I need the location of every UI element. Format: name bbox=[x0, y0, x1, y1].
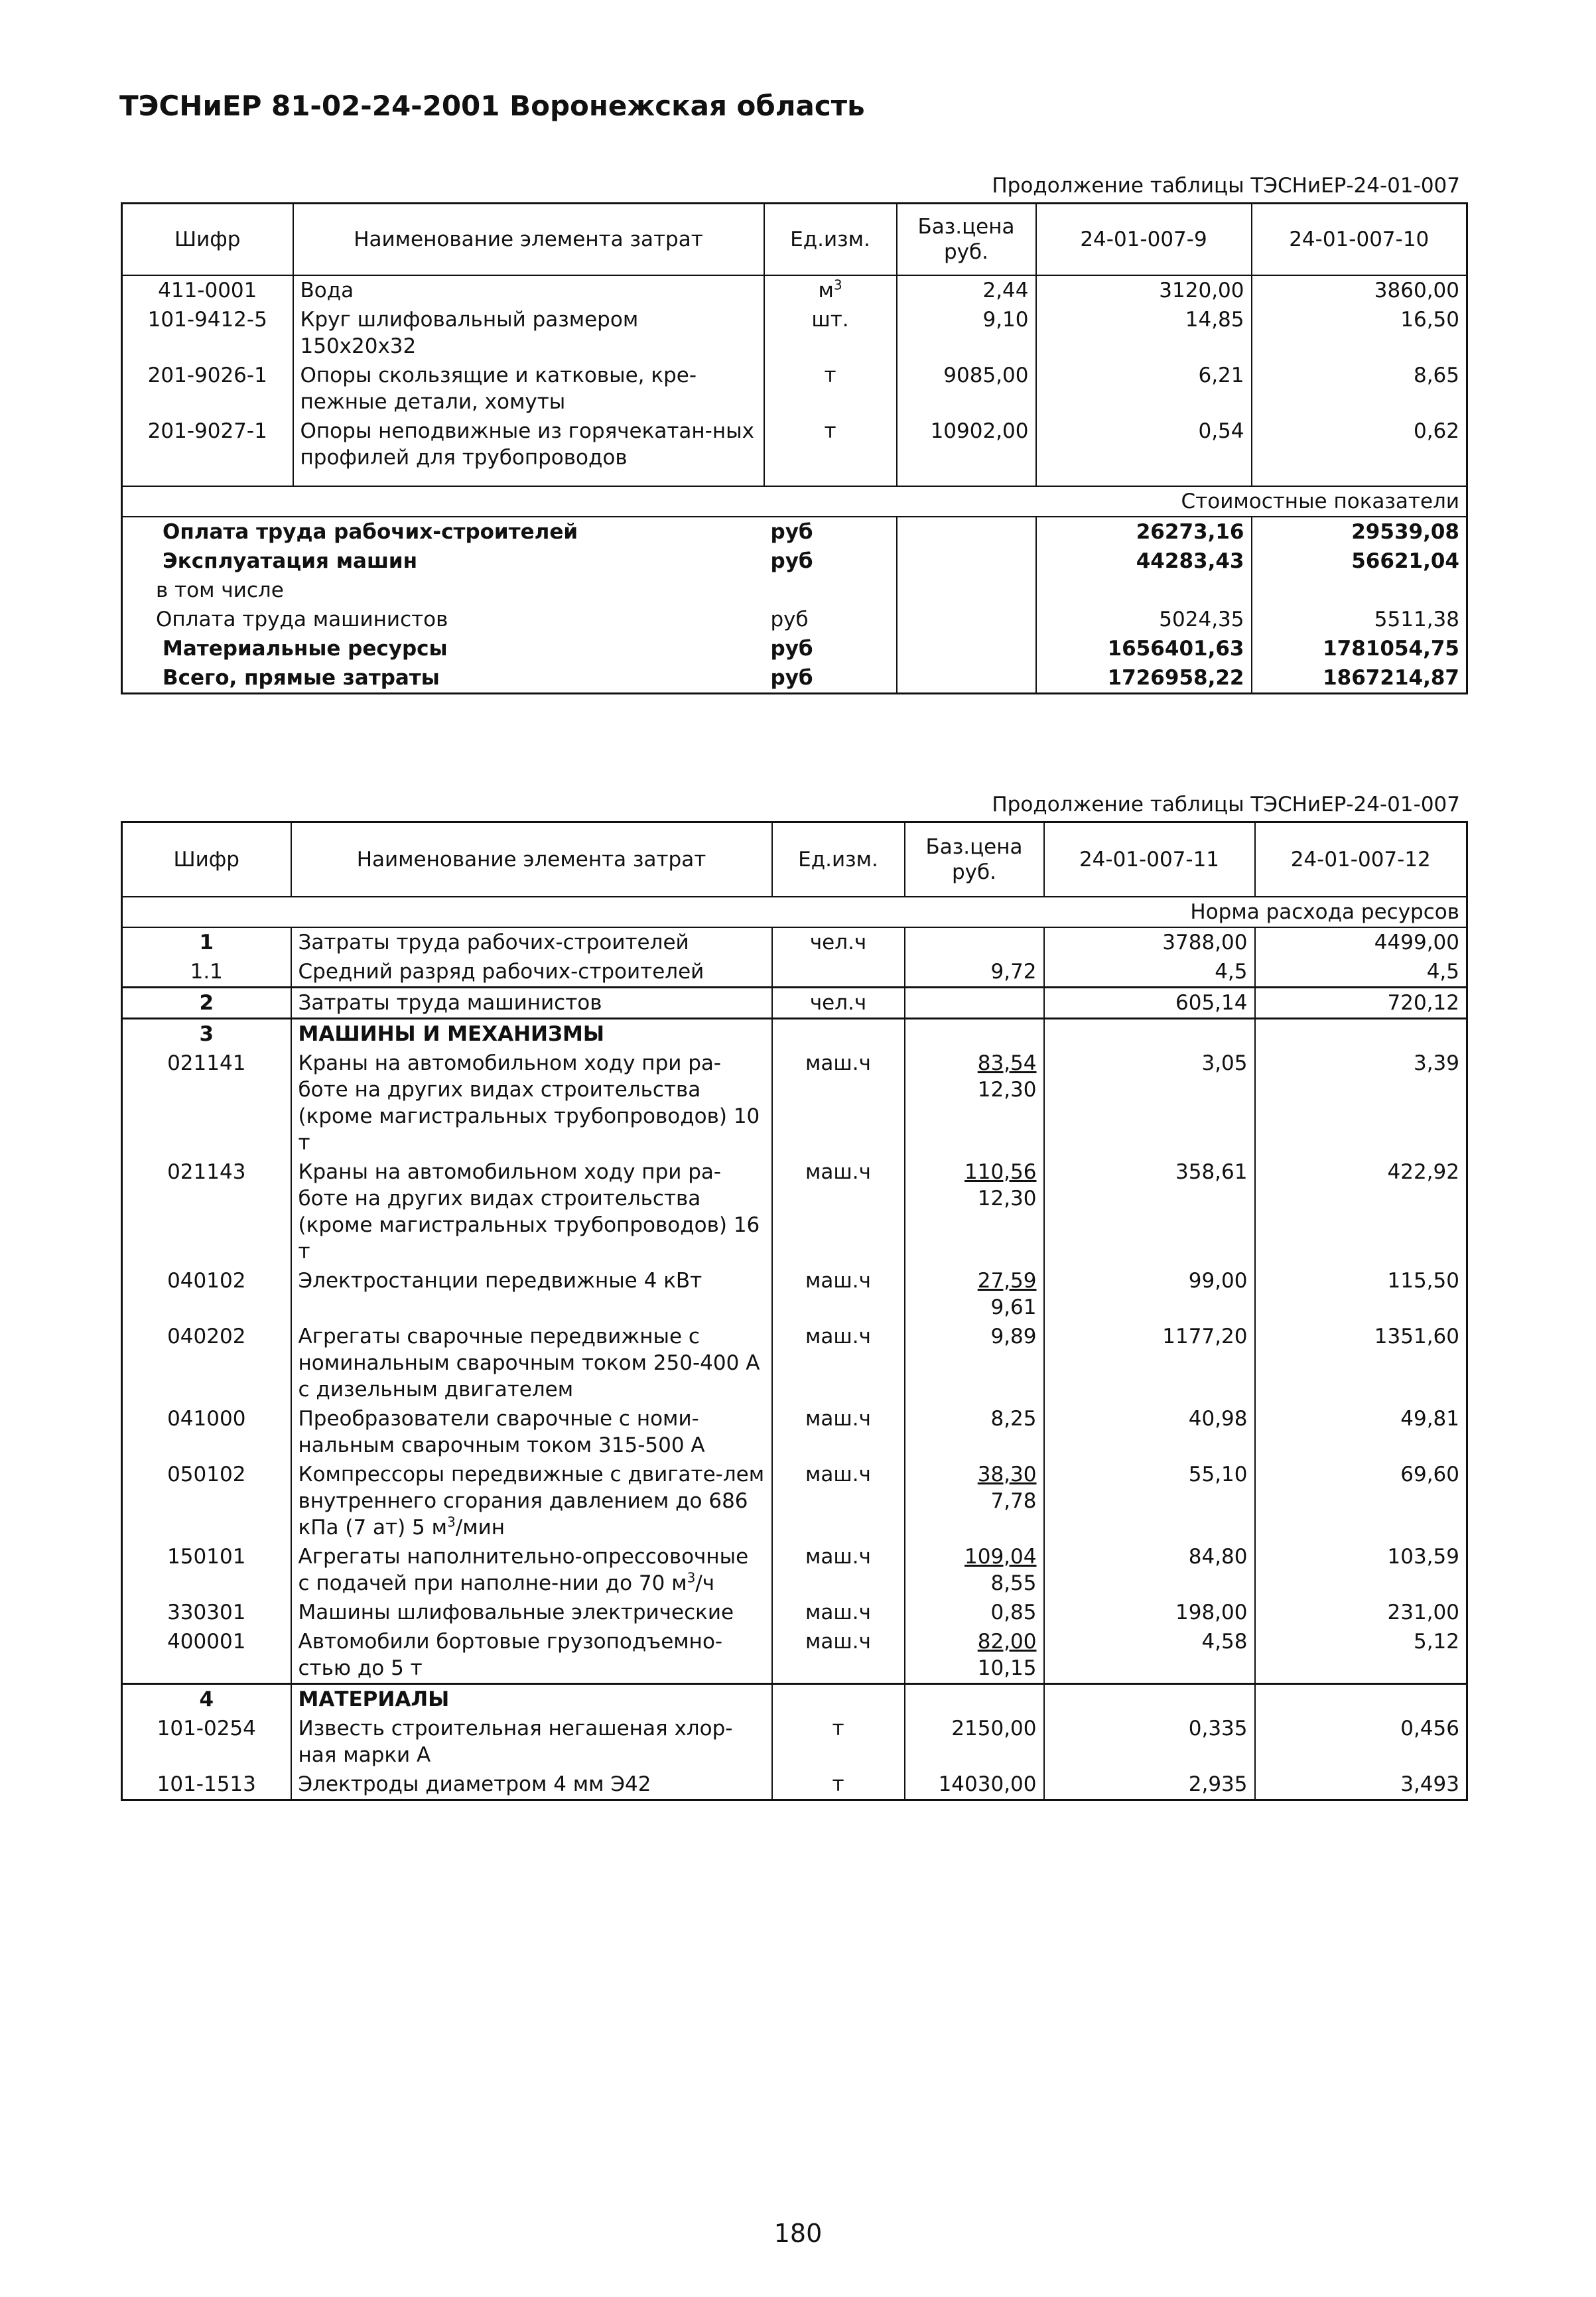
price-cell bbox=[897, 605, 1036, 634]
unit-cell: руб bbox=[770, 665, 813, 690]
unit-cell: чел.ч bbox=[772, 927, 905, 957]
price-cell bbox=[905, 1266, 1044, 1322]
section-label: Стоимостные показатели bbox=[122, 486, 1467, 517]
price-cell bbox=[905, 1322, 1044, 1404]
code-cell: 1 bbox=[199, 930, 214, 954]
cost-row bbox=[122, 576, 1467, 605]
value-cell: 231,00 bbox=[1255, 1598, 1467, 1627]
table-row bbox=[122, 927, 1467, 957]
section-row bbox=[122, 1018, 1467, 1049]
table-row bbox=[122, 1404, 1467, 1460]
header-name: Наименование элемента затрат bbox=[293, 204, 764, 275]
value-cell: 422,92 bbox=[1255, 1157, 1467, 1266]
value-cell: 0,456 bbox=[1255, 1714, 1467, 1770]
table-row bbox=[122, 1460, 1467, 1542]
table-row bbox=[122, 1714, 1467, 1770]
code-cell: 150101 bbox=[167, 1544, 246, 1569]
price-cell bbox=[897, 576, 1036, 605]
price-numerator: 82,00 bbox=[977, 1629, 1037, 1654]
value-cell: 4,5 bbox=[1044, 957, 1255, 988]
code-cell: 050102 bbox=[167, 1462, 246, 1486]
code-cell: 021143 bbox=[167, 1159, 246, 1184]
price-cell bbox=[905, 1598, 1044, 1627]
price-cell bbox=[905, 1018, 1044, 1049]
section-title: МАТЕРИАЛЫ bbox=[291, 1683, 772, 1714]
name-cell: Опоры неподвижные из горячекатан-ных профилей для трубопроводов bbox=[293, 417, 764, 486]
value-cell: 26273,16 bbox=[1036, 517, 1252, 547]
price-cell bbox=[905, 1460, 1044, 1542]
section-row bbox=[122, 1683, 1467, 1714]
section-code: 4 bbox=[122, 1683, 291, 1714]
header-price: Баз.цена руб. bbox=[897, 204, 1036, 275]
value-cell: 103,59 bbox=[1255, 1542, 1467, 1598]
section-label: Норма расхода ресурсов bbox=[122, 897, 1467, 927]
table-row bbox=[122, 1542, 1467, 1598]
price-fraction bbox=[978, 1461, 1037, 1514]
cost-name: в том числе bbox=[156, 578, 284, 602]
table2-header-row bbox=[122, 822, 1467, 897]
value-cell: 5024,35 bbox=[1036, 605, 1252, 634]
value-cell: 1781054,75 bbox=[1252, 634, 1467, 663]
price-numerator: 110,56 bbox=[964, 1159, 1037, 1184]
superscript: 3 bbox=[687, 1569, 696, 1586]
header-col2: 24-01-007-12 bbox=[1255, 822, 1467, 897]
name-cell bbox=[291, 1404, 772, 1460]
code-cell: 411-0001 bbox=[158, 278, 257, 302]
value-cell: 720,12 bbox=[1255, 987, 1467, 1018]
name-text: Машины шлифовальные электрические bbox=[298, 1600, 734, 1624]
value-cell: 0,62 bbox=[1252, 417, 1467, 486]
value-cell: 1726958,22 bbox=[1036, 663, 1252, 694]
value-cell: 99,00 bbox=[1044, 1266, 1255, 1322]
unit-cell: руб bbox=[770, 636, 813, 661]
price-cell bbox=[905, 1683, 1044, 1714]
table-row bbox=[122, 417, 1467, 486]
price-text: 9,72 bbox=[990, 959, 1037, 984]
unit-cell bbox=[772, 1683, 905, 1714]
unit-text: т bbox=[824, 363, 836, 387]
unit-cell bbox=[764, 275, 897, 305]
code-cell: 400001 bbox=[167, 1629, 246, 1654]
unit-cell: маш.ч bbox=[772, 1157, 905, 1266]
unit-text: т bbox=[824, 419, 836, 443]
code-cell: 101-9412-5 bbox=[147, 307, 267, 332]
value-cell bbox=[1044, 1683, 1255, 1714]
value-cell: 84,80 bbox=[1044, 1542, 1255, 1598]
name-cell bbox=[291, 1157, 772, 1266]
table-row bbox=[122, 1322, 1467, 1404]
value-cell: 4,5 bbox=[1255, 957, 1467, 988]
value-cell: 6,21 bbox=[1036, 361, 1252, 417]
value-cell: 49,81 bbox=[1255, 1404, 1467, 1460]
price-cell bbox=[905, 1049, 1044, 1157]
header-col1: 24-01-007-11 bbox=[1044, 822, 1255, 897]
value-cell: 55,10 bbox=[1044, 1460, 1255, 1542]
unit-cell: маш.ч bbox=[772, 1460, 905, 1542]
price-fraction bbox=[978, 1628, 1037, 1681]
cost-name: Эксплуатация машин bbox=[163, 549, 418, 573]
price-cell bbox=[905, 1404, 1044, 1460]
price-text: 0,85 bbox=[990, 1600, 1037, 1624]
value-cell: 40,98 bbox=[1044, 1404, 1255, 1460]
cost-name: Оплата труда машинистов bbox=[156, 607, 448, 631]
table-row bbox=[122, 987, 1467, 1018]
value-cell: 69,60 bbox=[1255, 1460, 1467, 1542]
name-cell bbox=[291, 957, 772, 988]
price-cell bbox=[897, 663, 1036, 694]
price-numerator: 83,54 bbox=[977, 1051, 1037, 1075]
price-cell bbox=[897, 634, 1036, 663]
price-cell bbox=[905, 927, 1044, 957]
unit-cell: маш.ч bbox=[772, 1266, 905, 1322]
name-cell bbox=[291, 927, 772, 957]
superscript: 3 bbox=[447, 1514, 456, 1530]
name-cell bbox=[291, 1770, 772, 1800]
code-cell: 2 bbox=[122, 987, 291, 1018]
price-numerator: 109,04 bbox=[964, 1544, 1037, 1569]
header-col2: 24-01-007-10 bbox=[1252, 204, 1467, 275]
table1-header-row bbox=[122, 204, 1467, 275]
value-cell: 2,935 bbox=[1044, 1770, 1255, 1800]
value-cell: 3,493 bbox=[1255, 1770, 1467, 1800]
table-row bbox=[122, 361, 1467, 417]
price-fraction bbox=[978, 1268, 1037, 1321]
header-code: Шифр bbox=[122, 204, 293, 275]
name-cell bbox=[291, 1322, 772, 1404]
table2 bbox=[121, 821, 1468, 1801]
unit-cell bbox=[764, 417, 897, 486]
table1-caption: Продолжение таблицы ТЭСНиЕР-24-01-007 bbox=[992, 174, 1460, 198]
value-cell bbox=[1036, 576, 1252, 605]
code-cell: 101-0254 bbox=[157, 1716, 256, 1740]
price-cell bbox=[905, 1627, 1044, 1684]
value-cell bbox=[1255, 1683, 1467, 1714]
value-cell: 3,05 bbox=[1044, 1049, 1255, 1157]
price-cell: 9,10 bbox=[897, 305, 1036, 361]
section-label-row bbox=[122, 897, 1467, 927]
table-row bbox=[122, 1770, 1467, 1800]
code-cell: 330301 bbox=[167, 1600, 246, 1624]
name-text: Компрессоры передвижные с двигате-лем внутреннего сгорания давлением до 686 кПа (7 ат) 5 м bbox=[298, 1462, 765, 1540]
cost-row bbox=[122, 663, 1467, 694]
code-cell: 201-9026-1 bbox=[147, 363, 267, 387]
section-code: 3 bbox=[122, 1018, 291, 1049]
value-cell: 8,65 bbox=[1252, 361, 1467, 417]
price-denominator: 7,78 bbox=[990, 1488, 1037, 1513]
code-cell: 040102 bbox=[167, 1268, 246, 1293]
price-denominator: 12,30 bbox=[977, 1186, 1037, 1211]
name-text: Преобразователи сварочные с номи-нальным сварочным током 315-500 А bbox=[298, 1406, 705, 1457]
unit-cell: руб bbox=[770, 549, 813, 573]
value-cell: 4,58 bbox=[1044, 1627, 1255, 1684]
price-denominator: 9,61 bbox=[990, 1295, 1037, 1319]
name-text: Автомобили бортовые грузоподъемно-стью до 5 т bbox=[298, 1629, 723, 1680]
name-tail: /ч bbox=[695, 1571, 715, 1595]
unit-cell: руб bbox=[770, 519, 813, 544]
value-cell: 605,14 bbox=[1044, 987, 1255, 1018]
value-cell bbox=[1044, 1018, 1255, 1049]
unit-cell bbox=[764, 305, 897, 361]
name-cell: Опоры скользящие и катковые, кре-пежные детали, хомуты bbox=[293, 361, 764, 417]
price-text: 14030,00 bbox=[938, 1772, 1037, 1796]
name-cell bbox=[291, 1266, 772, 1322]
price-text: 2150,00 bbox=[951, 1716, 1037, 1740]
cost-row bbox=[122, 634, 1467, 663]
document-title: ТЭСНиЕР 81-02-24-2001 Воронежская область bbox=[119, 90, 865, 122]
table-row bbox=[122, 1598, 1467, 1627]
superscript: 3 bbox=[833, 277, 842, 293]
value-cell: 3860,00 bbox=[1252, 275, 1467, 305]
name-cell bbox=[291, 1714, 772, 1770]
name-cell bbox=[291, 1542, 772, 1598]
unit-text: м bbox=[818, 278, 834, 302]
price-cell bbox=[905, 957, 1044, 988]
code-cell: 021141 bbox=[167, 1051, 246, 1075]
price-cell bbox=[905, 987, 1044, 1018]
unit-cell: т bbox=[772, 1714, 905, 1770]
code-cell: 101-1513 bbox=[157, 1772, 256, 1796]
name-tail: /мин bbox=[455, 1515, 505, 1540]
table-row bbox=[122, 957, 1467, 988]
cost-name: Всего, прямые затраты bbox=[163, 665, 440, 690]
value-cell: 358,61 bbox=[1044, 1157, 1255, 1266]
table-row bbox=[122, 1157, 1467, 1266]
code-cell: 040202 bbox=[167, 1324, 246, 1348]
price-cell bbox=[897, 517, 1036, 547]
name-text: Электроды диаметром 4 мм Э42 bbox=[298, 1772, 651, 1796]
price-cell bbox=[905, 1770, 1044, 1800]
unit-cell: маш.ч bbox=[772, 1627, 905, 1684]
header-col1: 24-01-007-9 bbox=[1036, 204, 1252, 275]
name-cell bbox=[291, 1460, 772, 1542]
name-cell bbox=[291, 987, 772, 1018]
cost-row bbox=[122, 517, 1467, 547]
value-cell bbox=[1255, 1018, 1467, 1049]
price-fraction bbox=[978, 1050, 1037, 1103]
value-cell: 16,50 bbox=[1252, 305, 1467, 361]
unit-cell: маш.ч bbox=[772, 1598, 905, 1627]
name-text: Краны на автомобильном ходу при ра-боте на других видах строительства (кроме магистральных трубопроводов) 10 т bbox=[298, 1051, 760, 1155]
header-unit: Ед.изм. bbox=[764, 204, 897, 275]
price-fraction bbox=[964, 1543, 1036, 1597]
value-cell: 1656401,63 bbox=[1036, 634, 1252, 663]
name-text: Затраты труда рабочих-строителей bbox=[298, 930, 689, 954]
price-cell: 2,44 bbox=[897, 275, 1036, 305]
header-price: Баз.цена руб. bbox=[905, 822, 1044, 897]
price-cell bbox=[905, 1714, 1044, 1770]
value-cell: 0,54 bbox=[1036, 417, 1252, 486]
value-cell: 29539,08 bbox=[1252, 517, 1467, 547]
price-denominator: 10,15 bbox=[977, 1656, 1037, 1680]
table-row bbox=[122, 1627, 1467, 1684]
code-cell: 201-9027-1 bbox=[147, 419, 267, 443]
price-cell: 9085,00 bbox=[897, 361, 1036, 417]
value-cell: 115,50 bbox=[1255, 1266, 1467, 1322]
name-cell: Вода bbox=[293, 275, 764, 305]
header-name: Наименование элемента затрат bbox=[291, 822, 772, 897]
name-cell bbox=[291, 1627, 772, 1684]
unit-cell: руб bbox=[770, 607, 809, 631]
price-fraction bbox=[964, 1159, 1036, 1212]
value-cell: 5511,38 bbox=[1252, 605, 1467, 634]
header-code: Шифр bbox=[122, 822, 291, 897]
value-cell: 3788,00 bbox=[1044, 927, 1255, 957]
name-text: Затраты труда машинистов bbox=[298, 990, 602, 1015]
unit-cell: маш.ч bbox=[772, 1542, 905, 1598]
value-cell: 1351,60 bbox=[1255, 1322, 1467, 1404]
name-cell bbox=[291, 1598, 772, 1627]
header-unit: Ед.изм. bbox=[772, 822, 905, 897]
table-row bbox=[122, 1049, 1467, 1157]
cost-name: Материальные ресурсы bbox=[163, 636, 448, 661]
unit-cell bbox=[764, 576, 897, 605]
table-row bbox=[122, 1266, 1467, 1322]
value-cell: 3,39 bbox=[1255, 1049, 1467, 1157]
price-numerator: 38,30 bbox=[977, 1462, 1037, 1486]
value-cell bbox=[1252, 576, 1467, 605]
unit-cell bbox=[764, 361, 897, 417]
price-cell bbox=[905, 1542, 1044, 1598]
price-numerator: 27,59 bbox=[977, 1268, 1037, 1293]
unit-cell bbox=[772, 1018, 905, 1049]
table1 bbox=[121, 202, 1468, 694]
table2-caption: Продолжение таблицы ТЭСНиЕР-24-01-007 bbox=[992, 793, 1460, 817]
name-text: Краны на автомобильном ходу при ра-боте на других видах строительства (кроме магистральных трубопроводов) 16 т bbox=[298, 1159, 760, 1264]
name-text: Агрегаты сварочные передвижные с номинальным сварочным током 250-400 А с дизельным двигателем bbox=[298, 1324, 760, 1402]
price-text: 9,89 bbox=[990, 1324, 1037, 1348]
value-cell: 4499,00 bbox=[1255, 927, 1467, 957]
value-cell: 198,00 bbox=[1044, 1598, 1255, 1627]
name-text: Электростанции передвижные 4 кВт bbox=[298, 1268, 702, 1293]
code-cell: 041000 bbox=[167, 1406, 246, 1431]
cost-name: Оплата труда рабочих-строителей bbox=[163, 519, 578, 544]
price-denominator: 8,55 bbox=[990, 1571, 1037, 1595]
unit-text: шт. bbox=[811, 307, 849, 332]
value-cell: 3120,00 bbox=[1036, 275, 1252, 305]
table-row bbox=[122, 305, 1467, 361]
value-cell: 1177,20 bbox=[1044, 1322, 1255, 1404]
value-cell: 0,335 bbox=[1044, 1714, 1255, 1770]
unit-cell: т bbox=[772, 1770, 905, 1800]
price-cell: 10902,00 bbox=[897, 417, 1036, 486]
table2-body bbox=[122, 897, 1467, 1800]
table-row bbox=[122, 275, 1467, 305]
price-cell bbox=[897, 547, 1036, 576]
price-cell bbox=[905, 1157, 1044, 1266]
unit-cell bbox=[772, 957, 905, 988]
unit-cell: маш.ч bbox=[772, 1049, 905, 1157]
unit-cell: маш.ч bbox=[772, 1322, 905, 1404]
unit-cell: чел.ч bbox=[772, 987, 905, 1018]
name-text: Агрегаты наполнительно-опрессовочные с подачей при наполне-нии до 70 м bbox=[298, 1544, 749, 1595]
name-text: Средний разряд рабочих-строителей bbox=[298, 959, 704, 984]
value-cell: 1867214,87 bbox=[1252, 663, 1467, 694]
cost-row bbox=[122, 547, 1467, 576]
price-denominator: 12,30 bbox=[977, 1077, 1037, 1102]
cost-row bbox=[122, 605, 1467, 634]
price-text: 8,25 bbox=[990, 1406, 1037, 1431]
value-cell: 5,12 bbox=[1255, 1627, 1467, 1684]
value-cell: 44283,43 bbox=[1036, 547, 1252, 576]
value-cell: 56621,04 bbox=[1252, 547, 1467, 576]
value-cell: 14,85 bbox=[1036, 305, 1252, 361]
page-number: 180 bbox=[773, 2219, 823, 2248]
unit-cell: маш.ч bbox=[772, 1404, 905, 1460]
section-title: МАШИНЫ И МЕХАНИЗМЫ bbox=[291, 1018, 772, 1049]
code-cell: 1.1 bbox=[190, 959, 223, 984]
name-cell: Круг шлифовальный размером 150х20х32 bbox=[293, 305, 764, 361]
name-text: Известь строительная негашеная хлор-ная марки А bbox=[298, 1716, 733, 1767]
name-cell bbox=[291, 1049, 772, 1157]
table1-body bbox=[122, 275, 1467, 694]
section-label-row bbox=[122, 486, 1467, 517]
